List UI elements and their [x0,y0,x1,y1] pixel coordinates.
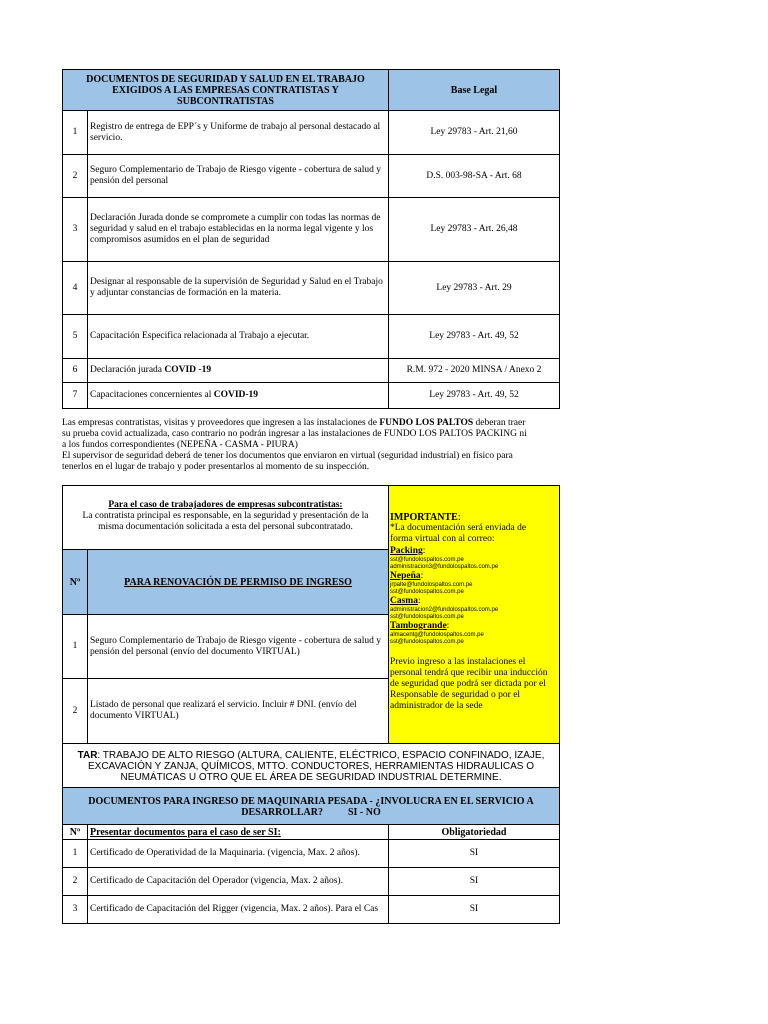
important-colon: : [457,512,461,523]
tambogrande-email-2[interactable]: sst@fundolospaltos.com.pe [390,639,464,645]
covid-note-line-3: a los fundos correspondientes (NEPEÑA - CASMA - PIURA) [62,440,298,450]
table1-row-3-number: 3 [62,197,88,262]
packing-label: Packing [390,546,423,556]
machinery-col-req: Obligatoriedad [388,824,560,840]
casma-email-2[interactable]: sst@fundolospaltos.com.pe [390,614,464,620]
important-box: IMPORTANTE: *La documentación será enviada de forma virtual con al correo: Packing: sst@fundolospaltos.com.pe administracion3@fundolospaltos.com.pe Nepeña: jrpalte@fundolospaltos.com.pe sst@fundolospaltos.com.pe Casma: administracion2@fundolospaltos.com.pe sst@fundolospaltos.com.pe Tambogrande: almacentg@fundolospaltos.com.pe sst@fundolospaltos.com.pe Previo ingreso a las instalaciones el personal tendrá que recibir una inducción de seguridad que podrá ser dictada por el Responsable de seguridad o por el administrador de la sede [388,485,560,744]
table1-row-3-desc [87,197,389,262]
table1-row-6-legal: R.M. 972 - 2020 MINSA / Anexo 2 [388,358,560,383]
table1-header-title: DOCUMENTOS DE SEGURIDAD Y SALUD EN EL TRABAJO EXIGIDOS A LAS EMPRESAS CONTRATISTAS Y SUBCONTRATISTAS [86,73,365,107]
base-legal-label: Base Legal [450,84,498,96]
casma-email-1[interactable]: administracion2@fundolospaltos.com.pe [390,607,499,613]
table1-row-4-number: 4 [62,261,88,315]
table1-row-5-number: 5 [62,314,88,359]
nepena-email-2[interactable]: sst@fundolospaltos.com.pe [390,589,464,595]
renewal-row-1-desc [87,614,389,679]
machinery-header [62,787,560,825]
important-line-2: forma virtual con al correo: [390,534,495,544]
renewal-row-2-desc [87,678,389,744]
covid-note-line-1 [62,418,562,429]
table1-row-4-legal: Ley 29783 - Art. 29 [388,261,560,315]
renewal-row-1-number: 1 [62,614,88,679]
table1-row-6-desc-text: Declaración jurada [90,365,165,375]
nepena-email-1[interactable]: jrpalte@fundolospaltos.com.pe [390,582,473,588]
packing-email-1[interactable]: sst@fundolospaltos.com.pe [390,557,464,563]
tar-line-1: : TRABAJO DE ALTO RIESGO (ALTURA, CALIENTE, ELÉCTRICO, ESPACIO CONFINADO, IZAJE, [97,750,545,761]
supervisor-note-line-1: El supervisor de seguridad deberá de tener los documentos que enviaron en virtual (seguridad industrial) en físico para [62,451,513,461]
machinery-row-3-desc: Certificado de Capacitación del Rigger (vigencia, Max. 2 años). Para el Cas [87,895,389,924]
table1-row-3-desc-text: Declaración Jurada donde se compromete a cumplir con todas las normas de seguridad y salud en el trabajo establecidas en la norma legal vigente y los compromisos asumidos en el plan de seguridad [90,213,381,245]
table1-row-6-number: 6 [62,358,88,383]
machinery-row-1-req: SI [388,839,560,868]
table1-row-7-desc-bold: COVID-19 [213,390,259,400]
induction-line-3: de seguridad que podrá ser dictada por el [390,679,546,689]
table1-row-1-desc-text: Registro de entrega de EPP´s y Uniforme de trabajo al personal destacado al servicio. [90,121,381,143]
machinery-row-1-desc: Certificado de Operatividad de la Maquinaria. (vigencia, Max. 2 años). [87,839,389,868]
renewal-row-2-number: 2 [62,678,88,744]
table1-row-4-desc [87,261,389,315]
machinery-row-3-number: 3 [62,895,88,924]
induction-line-2: personal tendrá que recibir una inducción [390,668,548,678]
machinery-row-2-number: 2 [62,867,88,896]
machinery-col-desc: Presentar documentos para el caso de ser SI: [87,824,389,840]
induction-line-1: Previo ingreso a las instalaciones el [390,657,526,667]
tar-box [62,743,560,788]
covid-note-line-2: su prueba covid actualizada, caso contrario no podrán ingresar a las instalaciones de FUNDO LOS PALTOS PACKING ni [62,429,527,439]
supervisor-note-line-2: tenerlos en el lugar de trabajo y poder presentarlos al momento de su inspección. [62,462,370,472]
subcontract-line-1: La contratista principal es responsable, en la seguridad y presentación de la [82,511,369,521]
casma-label: Casma [390,596,418,606]
table1-row-1-legal: Ley 29783 - Art. 21,60 [388,110,560,155]
machinery-row-1-number: 1 [62,839,88,868]
renewal-n-header: Nº [62,549,88,615]
table1-row-1-number: 1 [62,110,88,155]
machinery-row-2-req: SI [388,867,560,896]
machinery-row-3-req: SI [388,895,560,924]
renewal-header [87,549,389,615]
table1-row-2-desc [87,154,389,198]
machinery-header-line-2: DESARROLLAR? SI - NO [241,807,381,818]
company-name: FUNDO LOS PALTOS [379,418,474,428]
renewal-row-2-desc-text: Listado de personal que realizará el servicio. Incluir # DNI. (envío del documento VIRTUAL) [90,700,357,721]
table1-row-7-legal: Ley 29783 - Art. 49, 52 [388,382,560,409]
tambogrande-label: Tambogrande [390,621,447,631]
important-line-1: *La documentación será enviada de [390,523,527,533]
table1-header [62,69,389,111]
table1-row-6-desc-bold: COVID -19 [164,365,212,375]
table1-row-2-desc-text: Seguro Complementario de Trabajo de Riesgo vigente - cobertura de salud y pensión del personal [90,165,382,186]
table1-row-2-legal: D.S. 003-98-SA - Art. 68 [388,154,560,198]
machinery-row-2-desc: Certificado de Capacitación del Operador (vigencia, Max. 2 años). [87,867,389,896]
important-title: IMPORTANTE [390,512,458,523]
table1-row-6-desc [87,358,389,383]
machinery-col-n: Nº [62,824,88,840]
tar-line-2: EXCAVACIÓN Y ZANJA, QUÍMICOS, MTTO. CONDUCTORES, HERRAMIENTAS HIDRAULICAS O [88,761,534,772]
table1-row-4-desc-text: Designar al responsable de la supervisión de Seguridad y Salud en el Trabajo y adjuntar constancias de formación en la materia. [90,277,383,298]
table1-row-5-desc-text: Capacitación Especifica relacionada al Trabajo a ejecutar. [90,331,310,341]
covid-note-text-1b: deberan traer [473,418,526,428]
subcontract-line-2: misma documentación solicitada a esta del personal subcontratado. [98,522,353,532]
table1-header-legal [388,69,560,111]
subcontract-title: Para el caso de trabajadores de empresas subcontratistas: [108,500,343,510]
table1-row-2-number: 2 [62,154,88,198]
table1-row-5-legal: Ley 29783 - Art. 49, 52 [388,314,560,359]
table1-row-3-legal: Ley 29783 - Art. 26,48 [388,197,560,262]
renewal-title: PARA RENOVACIÓN DE PERMISO DE INGRESO [124,576,352,588]
machinery-header-line-1: DOCUMENTOS PARA INGRESO DE MAQUINARIA PESADA - ¿INVOLUCRA EN EL SERVICIO A [88,796,534,807]
nepena-label: Nepeña [390,571,421,581]
covid-note-text-1: Las empresas contratistas, visitas y proveedores que ingresen a las instalaciones de [62,418,380,428]
table1-row-7-desc-text: Capacitaciones concernientes al [90,390,214,400]
tar-label: TAR [77,750,98,761]
induction-line-5: administrador de la sede [390,701,483,711]
subcontract-box [62,485,389,550]
table1-row-5-desc [87,314,389,359]
tambogrande-email-1[interactable]: almacentg@fundolospaltos.com.pe [390,632,484,638]
packing-email-2[interactable]: administracion3@fundolospaltos.com.pe [390,564,499,570]
table1-row-1-desc [87,110,389,155]
induction-paragraph [390,657,558,712]
table1-row-7-number: 7 [62,382,88,409]
induction-line-4: Responsable de seguridad o por el [390,690,521,700]
renewal-row-1-desc-text: Seguro Complementario de Trabajo de Riesgo vigente - cobertura de salud y pensión del personal (envío del documento VIRTUAL) [90,635,382,657]
table1-row-7-desc [87,382,389,409]
tar-line-3: NEUMÁTICAS U OTRO QUE EL ÁREA DE SEGURIDAD INDUSTRIAL DETERMINE. [120,772,502,783]
